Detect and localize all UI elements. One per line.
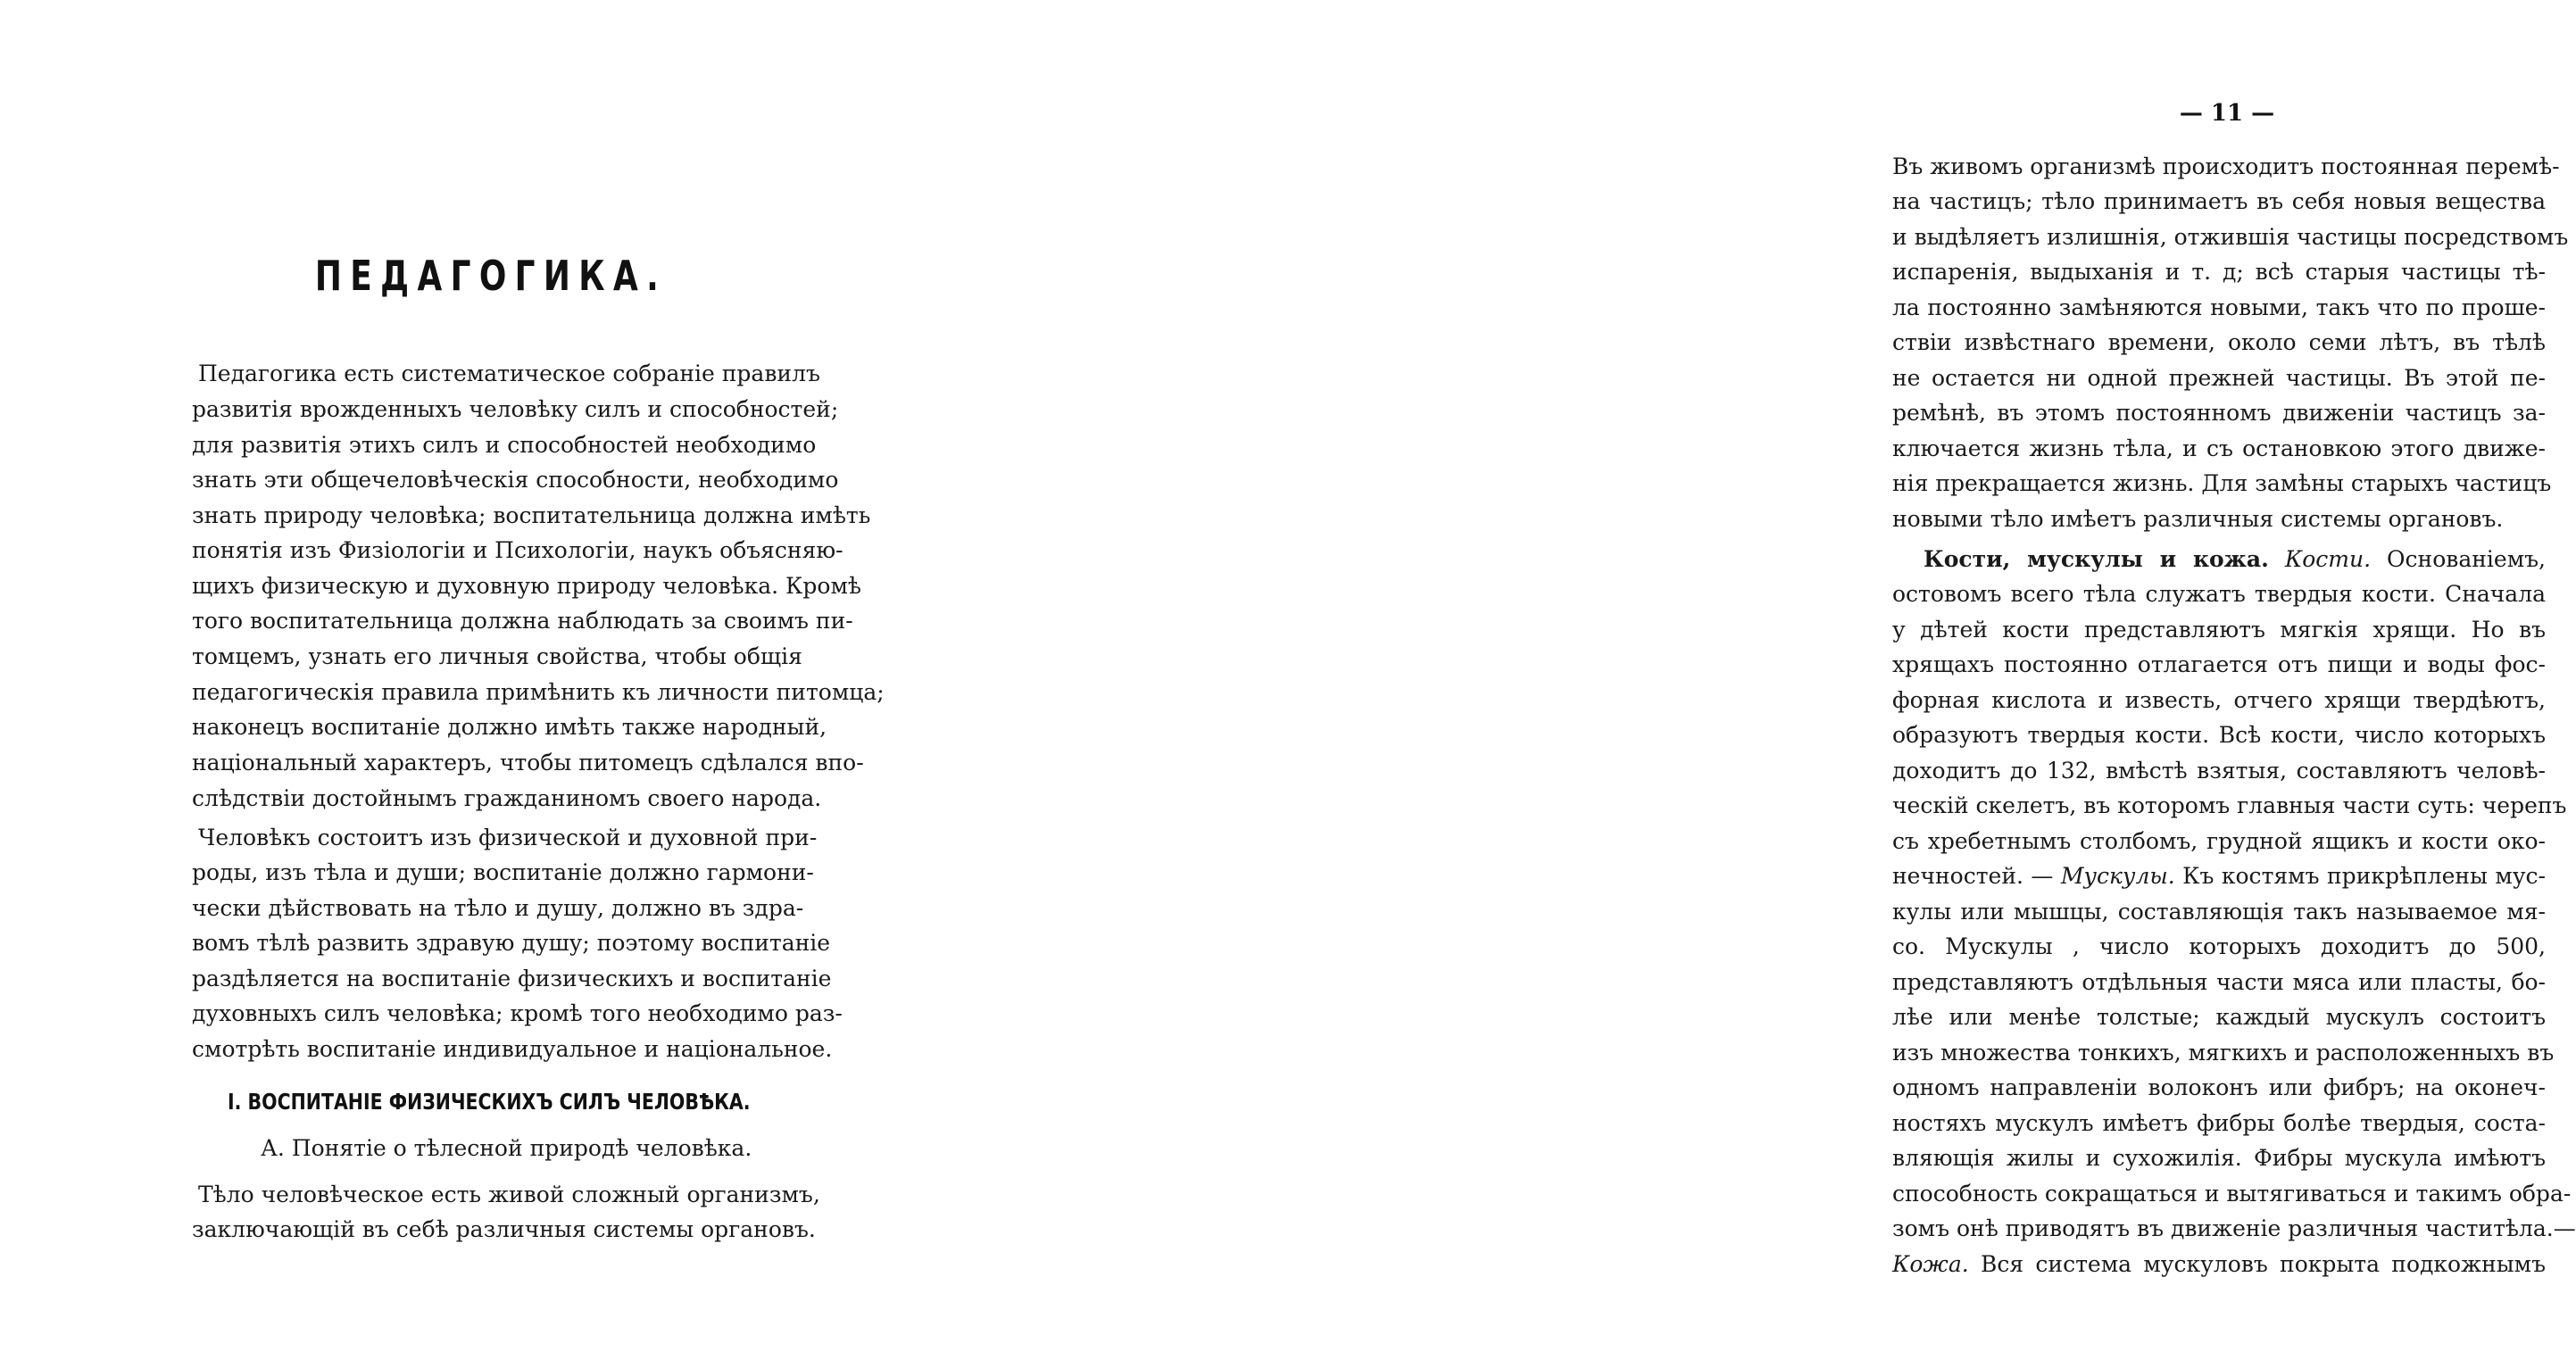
text-line: у дѣтей кости представляютъ мягкія хрящи. Но въ [1892, 617, 2546, 643]
right-page [893, 0, 2576, 1352]
text-line: духовныхъ силъ человѣка; кромѣ того необходимо раз- [192, 1000, 843, 1026]
text-line: знать эти общечеловѣческія способности, необходимо [192, 467, 839, 493]
page-title: ПЕДАГОГИКА. [314, 252, 668, 300]
text-line: зомъ онѣ приводятъ въ движеніе различныя частитѣла.— [1892, 1215, 2576, 1241]
text-run: нечностей. — [1892, 863, 2054, 889]
text-run: Къ костямъ прикрѣплены мус- [2182, 863, 2547, 889]
text-line: доходитъ до 132, вмѣстѣ взятыя, составляютъ человѣ- [1892, 758, 2546, 784]
italic-term-run: Кожа. [1892, 1251, 1969, 1277]
text-line: новыми тѣло имѣетъ различныя системы органовъ. [1892, 506, 2504, 532]
text-line: Человѣкъ состоитъ изъ физической и духовной при- [198, 825, 818, 850]
text-line: ческій скелетъ, въ которомъ главныя части суть: черепъ [1892, 792, 2567, 818]
text-line: одномъ направленіи волоконъ или фибръ; на оконеч- [1892, 1074, 2546, 1100]
text-line: ствіи извѣстнаго времени, около семи лѣтъ, въ тѣлѣ [1892, 329, 2546, 355]
text-line: національный характеръ, чтобы питомецъ сдѣлался впо- [192, 750, 864, 776]
left-page [0, 0, 893, 1352]
text-line: знать природу человѣка; воспитательница должна имѣть [192, 502, 871, 528]
text-line: того воспитательница должна наблюдать за своимъ пи- [192, 608, 853, 634]
subsection-heading: А. Понятіе о тѣлесной природѣ человѣка. [261, 1135, 752, 1161]
text-line: педагогическія правила примѣнить къ личности питомца; [192, 679, 885, 705]
text-line: остовомъ всего тѣла служатъ твердыя кости. Сначала [1892, 581, 2546, 607]
text-line: нія прекращается жизнь. Для замѣны старыхъ частицъ [1892, 470, 2552, 496]
text-line: форная кислота и известь, отчего хрящи твердѣютъ, [1892, 687, 2546, 713]
text-line: Педагогика есть систематическое собраніе правилъ [198, 361, 820, 386]
text-line [1892, 863, 2546, 890]
text-line: способность сокращаться и вытягиваться и такимъ обра- [1892, 1181, 2572, 1207]
text-line: изъ множества тонкихъ, мягкихъ и расположенныхъ въ [1892, 1040, 2555, 1066]
text-line: и выдѣляетъ излишнія, отжившія частицы посредствомъ [1892, 224, 2569, 250]
text-line: щихъ физическую и духовную природу человѣка. Кромѣ [192, 573, 861, 599]
text-line: вомъ тѣлѣ развить здравую душу; поэтому воспитаніе [192, 930, 831, 956]
text-line [1924, 546, 2546, 573]
text-line: Въ живомъ организмѣ происходитъ постоянная перемѣ- [1892, 153, 2560, 179]
text-line: представляютъ отдѣльныя части мяса или пласты, бо- [1892, 969, 2546, 995]
text-line: раздѣляется на воспитаніе физическихъ и воспитаніе [192, 966, 832, 991]
text-run: Вся система мускуловъ покрыта подкожнымъ [1980, 1251, 2546, 1277]
text-line: роды, изъ тѣла и души; воспитаніе должно гармони- [192, 859, 814, 885]
text-line: лѣе или менѣе толстые; каждый мускулъ состоитъ [1892, 1004, 2546, 1030]
text-line: смотрѣть воспитаніе индивидуальное и національное. [192, 1036, 833, 1062]
text-line: ностяхъ мускулъ имѣетъ фибры болѣе твердыя, соста- [1892, 1110, 2546, 1136]
text-line: не остается ни одной прежней частицы. Въ этой пе- [1892, 365, 2546, 391]
text-line: со. Мускулы , число которыхъ доходитъ до 500, [1892, 933, 2546, 959]
text-line: ремѣнѣ, въ этомъ постоянномъ движеніи частицъ за- [1892, 400, 2546, 426]
text-line: слѣдствіи достойнымъ гражданиномъ своего народа. [192, 785, 822, 811]
text-line: томцемъ, узнать его личныя свойства, чтобы общія [192, 643, 802, 669]
page-number: — 11 — [2179, 100, 2275, 127]
bold-heading-run: Кости, мускулы и кожа. [1924, 546, 2269, 572]
text-line: вляющія жилы и сухожилія. Фибры мускула имѣютъ [1892, 1145, 2546, 1171]
italic-term-run: Кости. [2284, 546, 2372, 572]
text-line: заключающій въ себѣ различныя системы органовъ. [192, 1216, 816, 1242]
text-line: образуютъ твердыя кости. Всѣ кости, число которыхъ [1892, 722, 2546, 748]
section-heading: I. ВОСПИТАНІЕ ФИЗИЧЕСКИХЪ СИЛЪ ЧЕЛОВѢКА. [228, 1089, 751, 1115]
text-run: Основаніемъ, [2387, 546, 2546, 572]
text-line [1892, 1251, 2546, 1278]
text-line: чески дѣйствовать на тѣло и душу, должно въ здра- [192, 895, 804, 921]
text-line: понятія изъ Физіологіи и Психологіи, наукъ объясняю- [192, 537, 843, 563]
italic-term-run: Мускулы. [2060, 863, 2175, 889]
text-line: развитія врожденныхъ человѣку силъ и способностей; [192, 396, 839, 422]
text-line: наконецъ воспитаніе должно имѣть также народный, [192, 714, 827, 740]
text-line: кулы или мышцы, составляющія такъ называемое мя- [1892, 899, 2546, 925]
text-line: Тѣло человѣческое есть живой сложный организмъ, [198, 1182, 820, 1207]
text-line: на частицъ; тѣло принимаетъ въ себя новыя вещества [1892, 188, 2546, 214]
text-line: испаренія, выдыханія и т. д; всѣ старыя частицы тѣ- [1892, 259, 2546, 285]
text-line: для развитія этихъ силъ и способностей необходимо [192, 432, 817, 458]
text-line: съ хребетнымъ столбомъ, грудной ящикъ и кости око- [1892, 828, 2546, 854]
text-line: хрящахъ постоянно отлагается отъ пищи и воды фос- [1892, 651, 2546, 677]
text-line: ла постоянно замѣняются новыми, такъ что по проше- [1892, 294, 2546, 320]
text-line: ключается жизнь тѣла, и съ остановкою этого движе- [1892, 435, 2546, 461]
